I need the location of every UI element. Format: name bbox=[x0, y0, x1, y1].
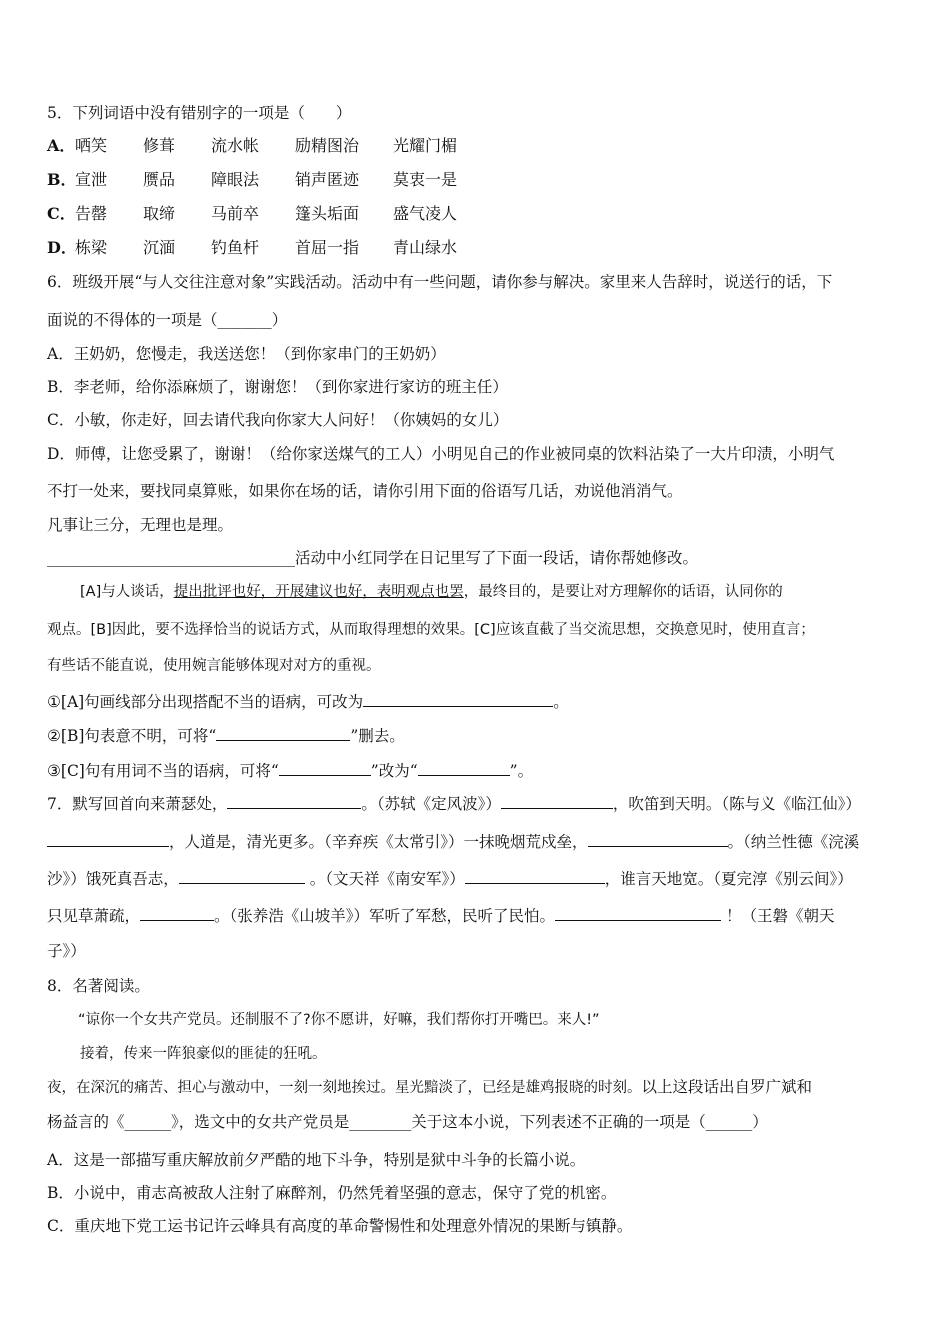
option-word: 盛气凌人 bbox=[393, 204, 458, 223]
sub-text: ②[B]句表意不明，可将“ bbox=[47, 727, 217, 745]
option-word: 取缔 bbox=[143, 204, 176, 223]
q5-option-d bbox=[47, 238, 457, 258]
option-word: 流水帐 bbox=[211, 136, 260, 155]
q7-line3 bbox=[47, 867, 910, 889]
sub-text: ”删去。 bbox=[350, 727, 405, 745]
q8-option-a: A．这是一部描写重庆解放前夕严酷的地下斗争，特别是狱中斗争的长篇小说。 bbox=[47, 1151, 586, 1169]
option-word: 栋梁 bbox=[75, 238, 108, 257]
q7-text: 沙》）饿死真吾志， bbox=[47, 870, 179, 888]
option-word: 沉湎 bbox=[143, 238, 176, 257]
q5-option-b bbox=[47, 170, 457, 190]
q6-sub3 bbox=[47, 759, 910, 781]
option-word: 障眼法 bbox=[211, 170, 260, 189]
option-word: 马前卒 bbox=[211, 204, 260, 223]
option-label: C． bbox=[47, 204, 76, 223]
q7-text: ！（王磐《朝天 bbox=[721, 907, 835, 925]
q6-proverb: 凡事让三分，无理也是理。 bbox=[47, 516, 234, 534]
q6-stem-line2: 面说的不得体的一项是（_______） bbox=[47, 311, 288, 329]
diary-para-line3: 有些话不能直说，使用婉言能够体现对对方的重视。 bbox=[47, 658, 381, 674]
answer-blank[interactable]: ________ bbox=[349, 1113, 412, 1131]
option-word: 修葺 bbox=[143, 136, 176, 155]
option-word: 篷头垢面 bbox=[295, 204, 360, 223]
q8-passage-line1 bbox=[47, 1077, 910, 1098]
answer-blank[interactable] bbox=[279, 759, 371, 776]
option-label: D． bbox=[47, 238, 77, 257]
option-word: 励精图治 bbox=[295, 136, 360, 155]
q8-quote2: 接着，传来一阵狼豪似的匪徒的狂吼。 bbox=[80, 1046, 327, 1062]
q7-text: 7．默写回首向来萧瑟处， bbox=[47, 795, 228, 813]
answer-blank[interactable] bbox=[588, 830, 728, 847]
answer-blank[interactable] bbox=[216, 724, 350, 741]
q6-diary-intro: 活动中小红同学在日记里写了下面一段话，请你帮她修改。 bbox=[295, 549, 699, 567]
option-word: 光耀门楣 bbox=[393, 136, 458, 155]
q7-line2 bbox=[47, 830, 910, 852]
diary-text: [A]与人谈话， bbox=[80, 584, 174, 600]
q6-stem-line1: 6．班级开展“与人交往注意对象”实践活动。活动中有一些问题，请你参与解决。家里来人告辞时，说送行的话，下 bbox=[47, 273, 833, 291]
passage-text: 杨益言的《______》，选文中的女共产党员是 bbox=[47, 1113, 350, 1131]
q6-option-c: C．小敏，你走好，回去请代我向你家大人问好！（你姨妈的女儿） bbox=[47, 411, 509, 429]
answer-blank[interactable] bbox=[418, 759, 510, 776]
q8-quote: “谅你一个女共产党员。还制服不了?你不愿讲，好嘛，我们帮你打开嘴巴。来人!” bbox=[78, 1012, 600, 1028]
underlined-phrase: 提出批评也好，开展建议也好，表明观点也罢 bbox=[173, 584, 464, 600]
q8-option-c: C．重庆地下党工运书记许云峰具有高度的革命警惕性和处理意外情况的果断与镇静。 bbox=[47, 1217, 633, 1235]
option-word: 莫衷一是 bbox=[393, 170, 458, 189]
q8-option-b: B．小说中，甫志高被敌人注射了麻醉剂，仍然凭着坚强的意志，保守了党的机密。 bbox=[47, 1184, 617, 1202]
sub-text: 。 bbox=[553, 693, 569, 711]
q5-stem: 5．下列词语中没有错别字的一项是（ ） bbox=[47, 104, 352, 122]
q8-stem: 8．名著阅读。 bbox=[47, 977, 150, 995]
diary-text: ，最终目的，是要让对方理解你的话语，认同你的 bbox=[463, 584, 783, 600]
q6-option-a: A．王奶奶，您慢走，我送送您！（到你家串门的王奶奶） bbox=[47, 345, 446, 363]
passage-text: 以上这段话出自罗广斌和 bbox=[641, 1078, 813, 1096]
answer-blank[interactable] bbox=[465, 867, 605, 884]
option-word: 赝品 bbox=[143, 170, 176, 189]
diary-para-line2: 观点。[B]因此，要不选择恰当的说话方式，从而取得理想的效果。[C]应该直截了当交流思想，交换意见时，使用直言； bbox=[47, 622, 815, 638]
q6-answer-line bbox=[47, 548, 910, 568]
q6-sub2 bbox=[47, 724, 910, 746]
passage-text: 关于这本小说，下列表述不正确的一项是（______） bbox=[411, 1113, 768, 1131]
sub-text: ”。 bbox=[509, 762, 534, 780]
option-word: 宣泄 bbox=[75, 170, 108, 189]
option-word: 首屈一指 bbox=[295, 238, 360, 257]
q5-option-a bbox=[47, 136, 457, 156]
answer-blank[interactable]: ________________________________ bbox=[47, 549, 295, 567]
diary-para-line1 bbox=[80, 582, 910, 602]
q7-text: 。（文天祥《南安军》） bbox=[304, 870, 465, 888]
answer-blank[interactable] bbox=[140, 904, 214, 921]
q7-line4 bbox=[47, 904, 910, 926]
answer-blank[interactable] bbox=[363, 690, 553, 707]
q7-line5: 子》） bbox=[47, 942, 86, 960]
option-word: 哂笑 bbox=[75, 136, 108, 155]
option-word: 青山绿水 bbox=[393, 238, 458, 257]
q7-text: 。（苏轼《定风波》） bbox=[361, 795, 501, 813]
answer-blank[interactable] bbox=[179, 867, 305, 884]
q6-prompt-line: 不打一处来，要找同桌算账，如果你在场的话，请你引用下面的俗语写几话，劝说他消消气。 bbox=[47, 482, 683, 500]
q5-option-c bbox=[47, 204, 457, 224]
option-label: B． bbox=[47, 170, 77, 189]
q6-sub1 bbox=[47, 690, 910, 712]
answer-blank[interactable] bbox=[227, 792, 361, 809]
passage-text: 夜，在深沉的痛苦、担心与激动中，一刻一刻地挨过。星光黯淡了，已经是雄鸡报晓的时刻。 bbox=[47, 1080, 642, 1096]
option-word: 告罄 bbox=[75, 204, 108, 223]
option-word: 销声匿迹 bbox=[295, 170, 360, 189]
q6-option-b: B．李老师，给你添麻烦了，谢谢您！（到你家进行家访的班主任） bbox=[47, 378, 508, 396]
option-label: A． bbox=[47, 136, 76, 155]
q6-option-d: D．师傅，让您受累了，谢谢！（给你家送煤气的工人）小明见自己的作业被同桌的饮料沾染了一大片印渍，小明气 bbox=[47, 445, 835, 463]
q7-text: ，人道是，清光更多。（辛弃疾《太常引》）一抹晚烟荒戍垒， bbox=[169, 833, 588, 851]
sub-text: ”改为“ bbox=[370, 762, 418, 780]
q8-passage-line2 bbox=[47, 1112, 910, 1132]
sub-text: ①[A]句画线部分出现搭配不当的语病，可改为 bbox=[47, 693, 364, 711]
q7-text: ，吹笛到天明。（陈与义《临江仙》） bbox=[612, 795, 861, 813]
q7-text: 只见草萧疏， bbox=[47, 907, 141, 925]
q7-text: ，谁言天地宽。（夏完淳《别云间》） bbox=[604, 870, 853, 888]
answer-blank[interactable] bbox=[555, 904, 721, 921]
q7-text: 。（张养浩《山坡羊》）军听了军愁，民听了民怕。 bbox=[214, 907, 556, 925]
option-word: 钓鱼杆 bbox=[211, 238, 260, 257]
answer-blank[interactable] bbox=[501, 792, 613, 809]
q7-line1 bbox=[47, 792, 910, 814]
answer-blank[interactable] bbox=[47, 830, 169, 847]
sub-text: ③[C]句有用词不当的语病，可将“ bbox=[47, 762, 279, 780]
q7-text: 。（纳兰性德《浣溪 bbox=[727, 833, 860, 851]
